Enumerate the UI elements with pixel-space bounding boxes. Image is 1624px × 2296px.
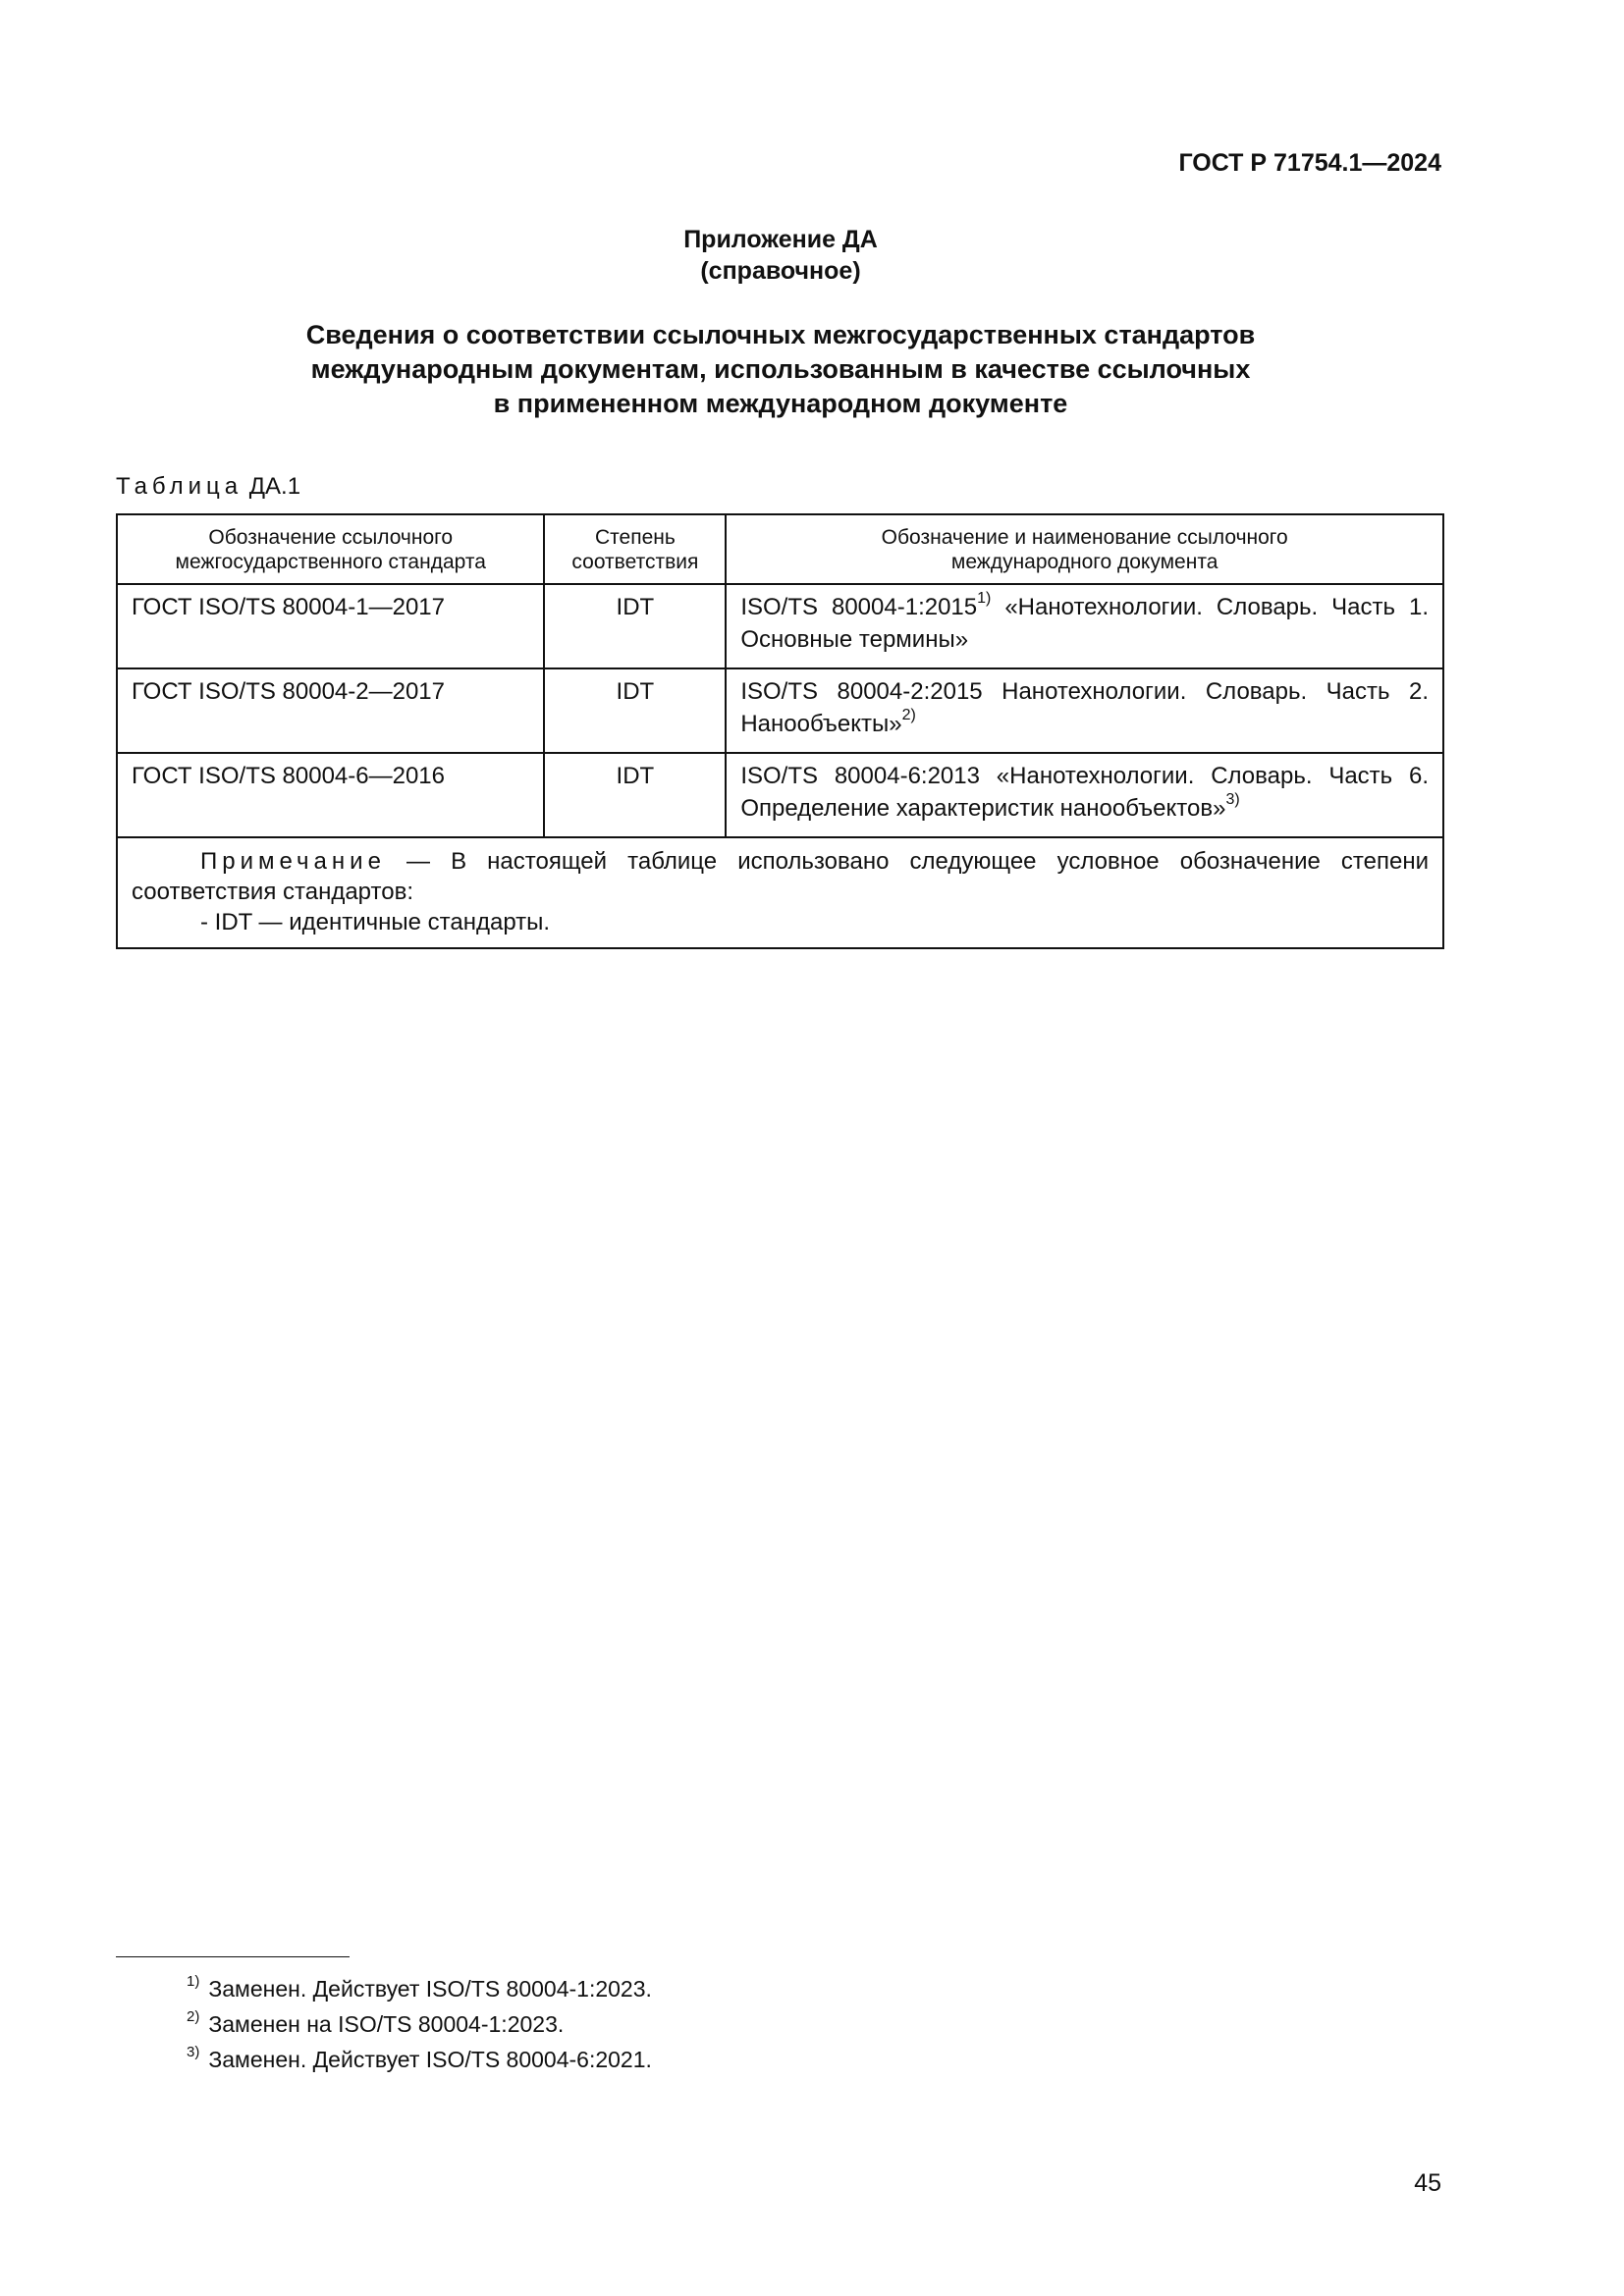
column-header-standard: Обозначение ссылочного межгосударственного стандарта [117,514,544,584]
footnote-mark: 3) [187,2044,200,2061]
heading-line: в примененном международном документе [493,389,1068,418]
page-number: 45 [1414,2169,1441,2197]
heading-line: международным документам, использованным в качестве ссылочных [310,354,1251,384]
footnote-text: Заменен. Действует ISO/TS 80004-6:2021. [208,2047,652,2072]
footnote-text: Заменен. Действует ISO/TS 80004-1:2023. [208,1976,652,2002]
cell-degree: IDT [544,668,726,753]
table-row [117,584,1443,668]
annex-heading [0,318,1561,421]
cell-standard: ГОСТ ISO/TS 80004-6—2016 [117,753,544,837]
footnote-ref: 3) [1225,791,1240,808]
annex-title: Приложение ДА [683,226,878,253]
footnote-divider [116,1956,350,1957]
footnote-mark: 2) [187,2008,200,2026]
table-row [117,668,1443,753]
annex-subtitle: (справочное) [700,257,861,285]
footnote-text: Заменен на ISO/TS 80004-1:2023. [208,2011,565,2037]
cell-standard: ГОСТ ISO/TS 80004-1—2017 [117,584,544,668]
annex-title-block [0,224,1561,287]
reference-standards-table [116,513,1444,949]
cell-document: ISO/TS 80004-2:2015 Нанотехнологии. Словарь. Часть 2. Нанообъекты»$^{2)}$ [726,668,1443,753]
footnote-mark: 1) [187,1973,200,1991]
heading-line: Сведения о соответствии ссылочных межгосударственных стандартов [305,320,1256,349]
note-item: - IDT — идентичные стандарты. [200,909,551,935]
table-caption-number: ДА.1 [248,473,301,500]
column-header-degree: Степень соответствия [544,514,726,584]
note-label: Примечание [200,848,386,875]
table-note-row [117,837,1443,948]
note-text: — В настоящей таблице использовано следующее условное обозначение степени соответствия стандартов: [132,848,1429,905]
footnote-ref: 1) [977,590,992,607]
cell-degree: IDT [544,584,726,668]
cell-document: ISO/TS 80004-1:2015$^{1)}$ «Нанотехнологии. Словарь. Часть 1. Основные термины» [726,584,1443,668]
table-caption [116,473,300,501]
footnote-ref: 2) [901,707,916,723]
footnotes [187,1971,652,2077]
cell-document: ISO/TS 80004-6:2013 «Нанотехнологии. Словарь. Часть 6. Определение характеристик нанообъектов»$^{3)}$ [726,753,1443,837]
column-header-document: Обозначение и наименование ссылочного международного документа [726,514,1443,584]
cell-degree: IDT [544,753,726,837]
table-caption-word: Таблица [116,473,244,500]
table-row [117,753,1443,837]
table-note [117,837,1443,948]
footnote [187,2042,652,2077]
table-header-row [117,514,1443,584]
footnote [187,2006,652,2042]
document-code: ГОСТ Р 71754.1—2024 [1178,149,1441,177]
footnote [187,1971,652,2006]
cell-standard: ГОСТ ISO/TS 80004-2—2017 [117,668,544,753]
